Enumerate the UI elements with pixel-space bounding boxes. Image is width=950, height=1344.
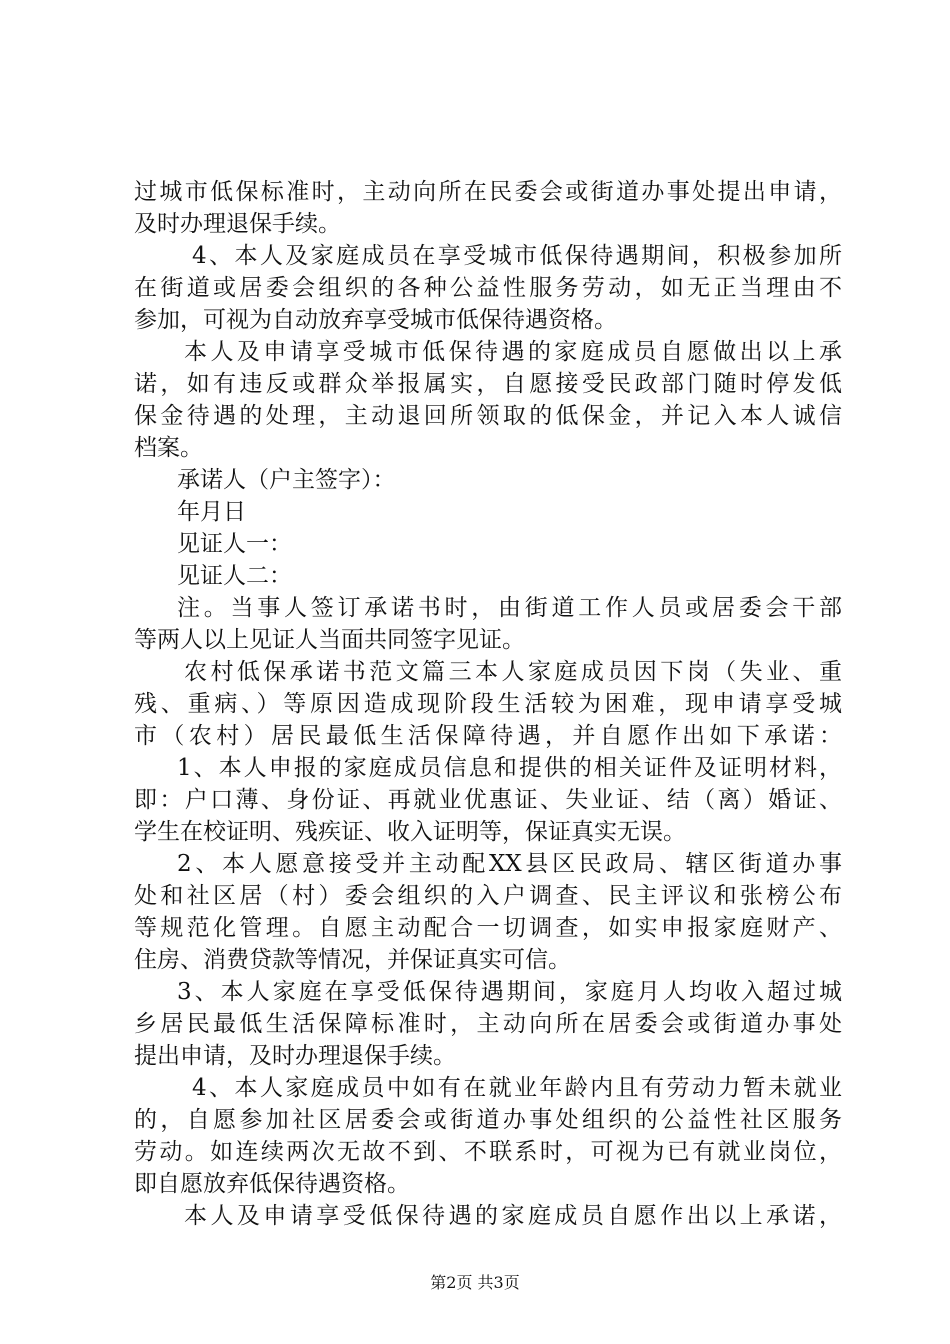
- page-footer: 第2页 共3页: [430, 1273, 520, 1292]
- text-line: 本人及申请享受城市低保待遇的家庭成员自愿做出以上承: [184, 339, 842, 365]
- text-line: 劳动。如连续两次无故不到、不联系时，可视为已有就业岗位，: [134, 1139, 842, 1165]
- text-line: 及时办理退保手续。: [134, 211, 341, 237]
- text-line: 诺，如有违反或群众举报属实，自愿接受民政部门随时停发低: [134, 371, 842, 397]
- text-line: 等两人以上见证人当面共同签字见证。: [134, 627, 525, 653]
- text-line: 提出申请，及时办理退保手续。: [134, 1043, 456, 1069]
- text-line: 处和社区居（村）委会组织的入户调查、民主评议和张榜公布: [134, 883, 842, 909]
- text-line: 2、本人愿意接受并主动配XX县区民政局、辖区街道办事: [177, 851, 842, 877]
- text-line: 在街道或居委会组织的各种公益性服务劳动，如无正当理由不: [134, 275, 842, 301]
- text-line: 4、本人家庭成员中如有在就业年龄内且有劳动力暂未就业: [192, 1075, 842, 1101]
- document-body: [134, 176, 842, 1232]
- text-line: 1、本人申报的家庭成员信息和提供的相关证件及证明材料，: [177, 755, 842, 781]
- text-line: 即自愿放弃低保待遇资格。: [134, 1171, 410, 1197]
- text-line: 的，自愿参加社区居委会或街道办事处组织的公益性社区服务: [134, 1107, 842, 1133]
- text-line: 年月日: [177, 499, 246, 525]
- text-line: 参加，可视为自动放弃享受城市低保待遇资格。: [134, 307, 617, 333]
- text-line: 住房、消费贷款等情况，并保证真实可信。: [134, 947, 571, 973]
- text-line: 3、本人家庭在享受低保待遇期间，家庭月人均收入超过城: [177, 979, 842, 1005]
- text-line: 即：户口薄、身份证、再就业优惠证、失业证、结（离）婚证、: [134, 787, 842, 813]
- text-line: 4、本人及家庭成员在享受城市低保待遇期间，积极参加所: [192, 243, 842, 269]
- text-line: 残、重病、）等原因造成现阶段生活较为困难，现申请享受城: [134, 691, 842, 717]
- text-line: 注。当事人签订承诺书时，由街道工作人员或居委会干部: [177, 595, 842, 621]
- text-line: 见证人一：: [177, 531, 292, 557]
- text-line: 乡居民最低生活保障标准时，主动向所在居委会或街道办事处: [134, 1011, 842, 1037]
- text-line: 档案。: [134, 435, 203, 461]
- text-line: 学生在校证明、残疾证、收入证明等，保证真实无误。: [134, 819, 686, 845]
- text-line: 本人及申请享受低保待遇的家庭成员自愿作出以上承诺，: [184, 1203, 842, 1229]
- text-line: 保金待遇的处理，主动退回所领取的低保金，并记入本人诚信: [134, 403, 842, 429]
- text-line: 见证人二：: [177, 563, 292, 589]
- text-line: 市（农村）居民最低生活保障待遇，并自愿作出如下承诺：: [134, 723, 842, 749]
- text-line: 农村低保承诺书范文篇三本人家庭成员因下岗（失业、重: [184, 659, 842, 685]
- text-line: 过城市低保标准时，主动向所在民委会或街道办事处提出申请，: [134, 179, 842, 205]
- text-line: 等规范化管理。自愿主动配合一切调查，如实申报家庭财产、: [134, 915, 842, 941]
- text-line: 承诺人（户主签字）：: [177, 467, 396, 493]
